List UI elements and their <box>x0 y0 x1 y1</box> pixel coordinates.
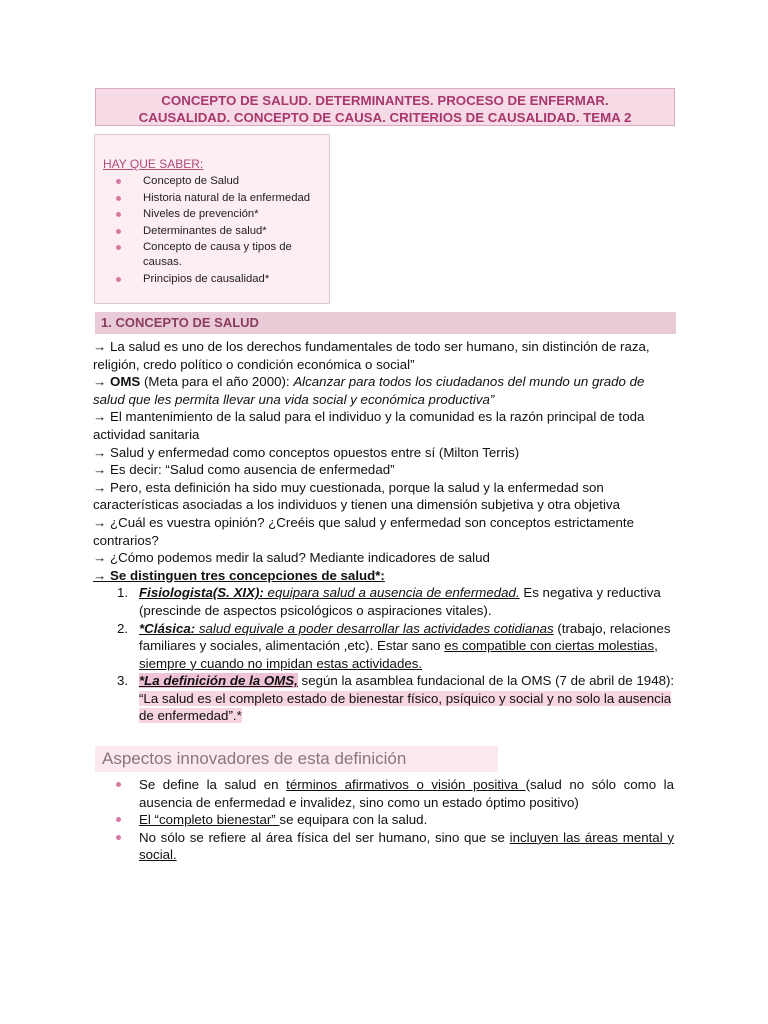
list-item: Principios de causalidad* <box>95 272 331 287</box>
paragraph: → El mantenimiento de la salud para el individuo y la comunidad es la razón principal de toda actividad sanitaria <box>93 409 645 442</box>
hay-que-saber-box <box>94 134 330 304</box>
aspectos-list <box>93 776 674 864</box>
bullet-icon <box>116 277 121 282</box>
section-heading: 1. CONCEPTO DE SALUD <box>101 315 259 330</box>
oms-label: OMS <box>110 374 141 390</box>
list-item: Niveles de prevención* <box>95 207 331 222</box>
paragraph: → Pero, esta definición ha sido muy cuestionada, porque la salud y la enfermedad son características asociadas a los individuos y tienen una dimensión subjetiva y otra objetiva <box>93 479 620 513</box>
saber-heading: HAY QUE SABER: <box>103 157 204 171</box>
bullet-icon <box>116 196 121 201</box>
paragraph: → Es decir: “Salud como ausencia de enfermedad” <box>93 462 395 478</box>
aspectos-heading: Aspectos innovadores de esta definición <box>102 749 407 768</box>
saber-list <box>95 174 331 289</box>
bullet-icon <box>116 245 121 250</box>
list-item: Concepto de Salud <box>95 174 331 189</box>
list-item: 2. *Clásica: salud equivale a poder desarrollar las actividades cotidianas (trabajo, relaciones familiares y sociales, alimentación ,etc). Estar sano es compatible con ciertas molestias, siempre y cuando no impidan estas actividades. <box>117 620 671 671</box>
bullet-icon <box>116 212 121 217</box>
document-title <box>95 88 675 126</box>
bullet-icon <box>116 817 121 822</box>
bullet-icon <box>116 835 121 840</box>
list-item: Concepto de causa y tipos de causas. <box>95 240 331 270</box>
list-item: No sólo se refiere al área física del ser humano, sino que se incluyen las áreas mental y social. <box>93 829 674 864</box>
paragraph: → Salud y enfermedad como conceptos opuestos entre sí (Milton Terris) <box>93 444 520 460</box>
list-item: 3. *La definición de la OMS, según la asamblea fundacional de la OMS (7 de abril de 1948): “La salud es el completo estado de bienestar físico, psíquico y social y no solo la ausencia de enfermedad”.* <box>117 673 675 724</box>
oms-goal: Alcanzar para todos los ciudadanos del mundo un grado de salud que les permita llevar una vida social y económica productiva” <box>93 374 645 407</box>
body-text <box>93 338 678 725</box>
concepciones-list <box>93 584 678 725</box>
list-item: Determinantes de salud* <box>95 224 331 239</box>
paragraph: → OMS (Meta para el año 2000): Alcanzar para todos los ciudadanos del mundo un grado de salud que les permita llevar una vida social y económica productiva” <box>93 374 645 407</box>
list-item: El “completo bienestar” se equipara con la salud. <box>93 811 674 829</box>
bullet-icon <box>116 229 121 234</box>
oms-quote: “La salud es el completo estado de bienestar físico, psíquico y social y no solo la ausencia de enfermedad”.* <box>139 690 672 724</box>
list-item: Historia natural de la enfermedad <box>95 191 331 206</box>
bullet-icon <box>116 782 121 787</box>
list-item: Se define la salud en términos afirmativos o visión positiva (salud no sólo como la ausencia de enfermedad e invalidez, sino como un estado óptimo positivo) <box>93 776 674 811</box>
paragraph: → ¿Cuál es vuestra opinión? ¿Creéis que salud y enfermedad son conceptos estrictamente contrarios? <box>93 514 635 548</box>
paragraph: → La salud es uno de los derechos fundamentales de todo ser humano, sin distinción de raza, religión, credo político o condición económica o social” <box>93 339 650 372</box>
bullet-icon <box>116 179 121 184</box>
title-line-2: CAUSALIDAD. CONCEPTO DE CAUSA. CRITERIOS DE CAUSALIDAD. TEMA 2 <box>138 110 632 125</box>
paragraph: → ¿Cómo podemos medir la salud? Mediante indicadores de salud <box>93 550 490 566</box>
aspectos-heading-bar <box>95 746 498 772</box>
section-heading-bar <box>95 312 676 334</box>
list-item: 1. Fisiologista(S. XIX): equipara salud a ausencia de enfermedad. Es negativa y reductiva (prescinde de aspectos psicológicos o aspiraciones vitales). <box>117 585 661 618</box>
concepciones-heading: → Se distinguen tres concepciones de salud*: <box>93 567 385 583</box>
title-line-1: CONCEPTO DE SALUD. DETERMINANTES. PROCESO DE ENFERMAR. <box>161 93 609 108</box>
